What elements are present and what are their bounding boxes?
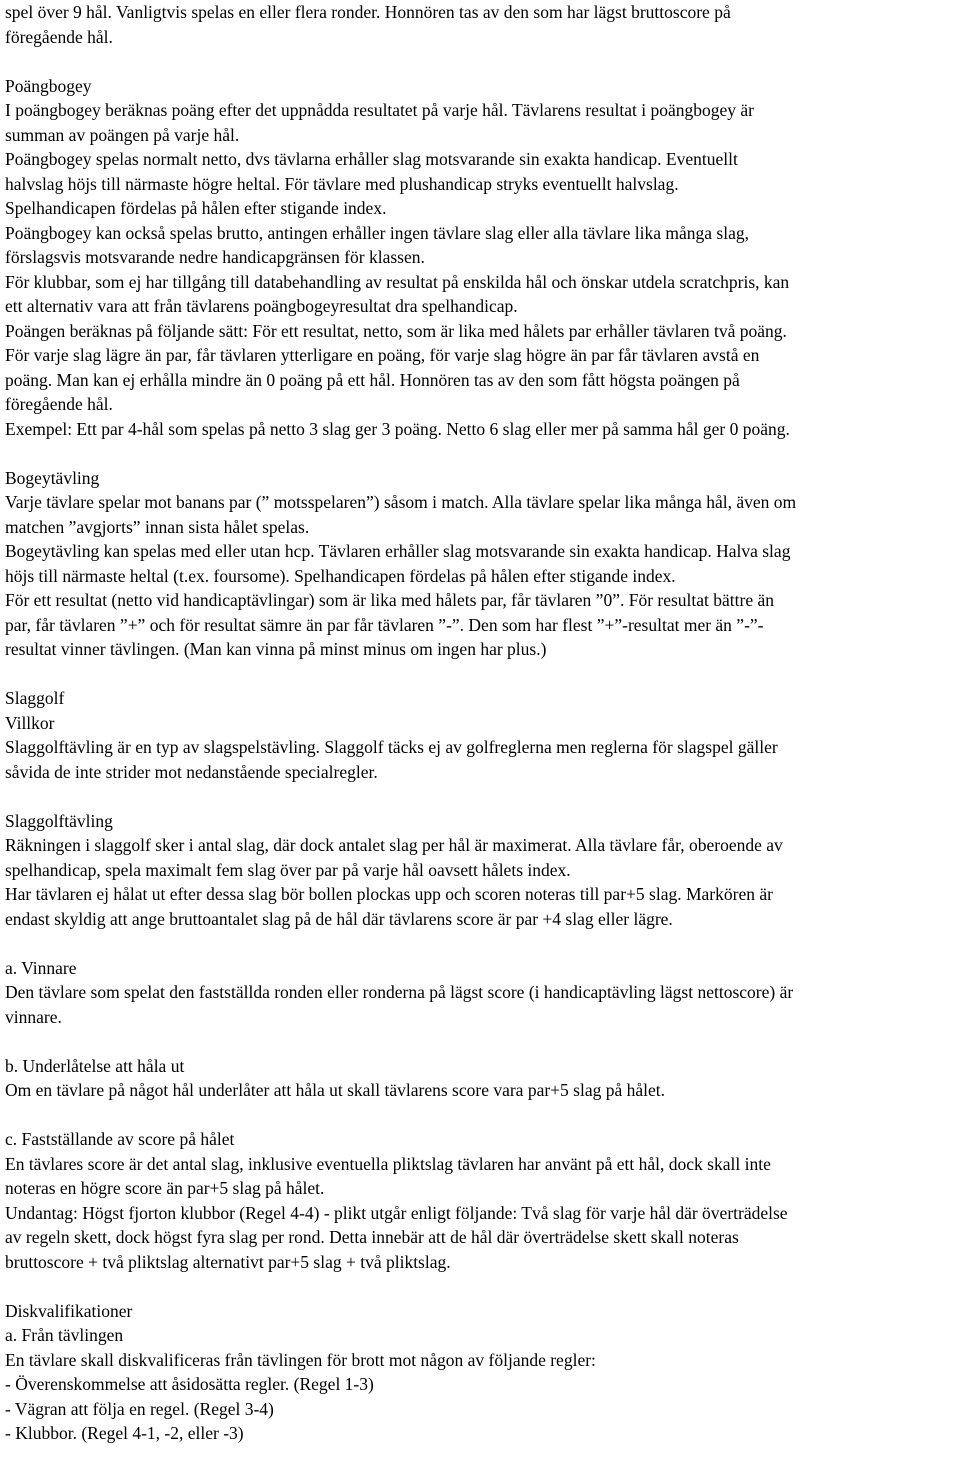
paragraph-gap xyxy=(5,1029,957,1054)
text-line: Slaggolftävling är en typ av slagspelstävling. Slaggolf täcks ej av golfreglerna men reglerna för slagspel gäller xyxy=(5,737,778,757)
text-line: av regeln skett, dock högst fyra slag per rond. Detta innebär att de hål där överträdelse skett skall noteras xyxy=(5,1227,739,1247)
paragraph-gap xyxy=(5,784,957,809)
text-line: - Vägran att följa en regel. (Regel 3-4) xyxy=(5,1398,274,1419)
text-line: Om en tävlare på något hål underlåter att håla ut skall tävlarens score vara par+5 slag på hålet. xyxy=(5,1080,666,1100)
text-line: För varje slag lägre än par, får tävlaren ytterligare en poäng, för varje slag högre än par får tävlaren avstå en xyxy=(5,345,760,365)
text-line: Bogeytävling xyxy=(5,467,100,488)
text-line: För ett resultat (netto vid handicaptävlingar) som är lika med hålets par, får tävlaren ”0”. För resultat bättre än xyxy=(5,590,775,610)
text-line: Har tävlaren ej hålat ut efter dessa slag bör bollen plockas upp och scoren noteras till par+5 slag. Markören är xyxy=(5,884,773,904)
text-line: såvida de inte strider mot nedanstående specialregler. xyxy=(5,761,378,782)
text-line: a. Vinnare xyxy=(5,957,77,978)
text-line: matchen ”avgjorts” innan sista hålet spelas. xyxy=(5,516,310,537)
text-line: Spelhandicapen fördelas på hålen efter stigande index. xyxy=(5,198,387,218)
text-line: c. Fastställande av score på hålet xyxy=(5,1129,235,1149)
text-line: spelhandicap, spela maximalt fem slag över par på varje hål oavsett hålets index. xyxy=(5,859,571,880)
text-line: - Överenskommelse att åsidosätta regler. (Regel 1-3) xyxy=(5,1374,374,1394)
text-line: En tävlare skall diskvalificeras från tävlingen för brott mot någon av följande regler: xyxy=(5,1349,596,1370)
paragraph-gap xyxy=(5,49,957,74)
text-line: Bogeytävling kan spelas med eller utan hcp. Tävlaren erhåller slag motsvarande sin exakta handicap. Halva slag xyxy=(5,541,791,561)
text-line: a. Från tävlingen xyxy=(5,1325,124,1345)
text-line: höjs till närmaste heltal (t.ex. foursome). Spelhandicapen fördelas på hålen efter stigande index. xyxy=(5,565,676,586)
text-line: vinnare. xyxy=(5,1006,62,1027)
text-line: Poängen beräknas på följande sätt: För ett resultat, netto, som är lika med hålets par erhåller tävlaren två poäng. xyxy=(5,320,787,341)
text-line: halvslag höjs till närmaste högre heltal. För tävlare med plushandicap stryks eventuellt halvslag. xyxy=(5,173,679,194)
text-line: Diskvalifikationer xyxy=(5,1300,133,1321)
text-line: Poängbogey xyxy=(5,75,92,96)
text-line: föregående hål. xyxy=(5,26,113,47)
text-line: spel över 9 hål. Vanligtvis spelas en eller flera ronder. Honnören tas av den som har lägst bruttoscore på xyxy=(5,2,731,22)
text-line: resultat vinner tävlingen. (Man kan vinna på minst minus om ingen har plus.) xyxy=(5,639,547,659)
text-line: Slaggolftävling xyxy=(5,810,113,831)
text-line: Varje tävlare spelar mot banans par (” motsspelaren”) såsom i match. Alla tävlare spelar lika många hål, även om xyxy=(5,492,797,512)
text-line: poäng. Man kan ej erhålla mindre än 0 poäng på ett hål. Honnören tas av den som fått högsta poängen på xyxy=(5,369,740,390)
text-line: En tävlares score är det antal slag, inklusive eventuella pliktslag tävlaren har använt på ett hål, dock skall inte xyxy=(5,1153,771,1174)
text-line: För klubbar, som ej har tillgång till databehandling av resultat på enskilda hål och önskar utdela scratchpris, kan xyxy=(5,271,790,292)
paragraph-gap xyxy=(5,931,957,956)
text-line: Undantag: Högst fjorton klubbor (Regel 4-4) - plikt utgår enligt följande: Två slag för varje hål där överträdelse xyxy=(5,1202,788,1223)
text-line: noteras en högre score än par+5 slag på hålet. xyxy=(5,1178,325,1198)
text-line: bruttoscore + två pliktslag alternativt par+5 slag + två pliktslag. xyxy=(5,1251,451,1272)
paragraph-gap xyxy=(5,1103,957,1128)
text-line: b. Underlåtelse att håla ut xyxy=(5,1055,185,1076)
text-line: par, får tävlaren ”+” och för resultat sämre än par får tävlaren ”-”. Den som har flest ”+”-resultat mer än ”-”- xyxy=(5,614,764,635)
text-line: Villkor xyxy=(5,712,55,733)
text-line: Den tävlare som spelat den fastställda ronden eller ronderna på lägst score (i handicaptävling lägst nettoscore) är xyxy=(5,982,794,1002)
text-line: Exempel: Ett par 4-hål som spelas på netto 3 slag ger 3 poäng. Netto 6 slag eller mer på samma hål ger 0 poäng. xyxy=(5,418,790,439)
text-line: Slaggolf xyxy=(5,688,65,708)
text-line: I poängbogey beräknas poäng efter det uppnådda resultatet på varje hål. Tävlarens resultat i poängbogey är xyxy=(5,100,754,120)
text-line: föregående hål. xyxy=(5,394,113,414)
paragraph-gap xyxy=(5,1274,957,1299)
text-line: Räkningen i slaggolf sker i antal slag, där dock antalet slag per hål är maximerat. Alla tävlare får, oberoende av xyxy=(5,835,783,855)
text-line: ett alternativ vara att från tävlarens poängbogeyresultat dra spelhandicap. xyxy=(5,296,518,316)
text-line: Poängbogey kan också spelas brutto, antingen erhåller ingen tävlare slag eller alla tävlare lika många slag, xyxy=(5,222,749,243)
paragraph-gap xyxy=(5,662,957,687)
document-body xyxy=(5,0,957,1446)
text-line: summan av poängen på varje hål. xyxy=(5,124,240,145)
text-line: endast skyldig att ange bruttoantalet slag på de hål där tävlarens score är par +4 slag eller lägre. xyxy=(5,908,673,929)
text-line: - Klubbor. (Regel 4-1, -2, eller -3) xyxy=(5,1423,244,1443)
text-line: förslagsvis motsvarande nedre handicapgränsen för klassen. xyxy=(5,247,425,267)
text-line: Poängbogey spelas normalt netto, dvs tävlarna erhåller slag motsvarande sin exakta handicap. Eventuellt xyxy=(5,149,738,169)
paragraph-gap xyxy=(5,441,957,466)
